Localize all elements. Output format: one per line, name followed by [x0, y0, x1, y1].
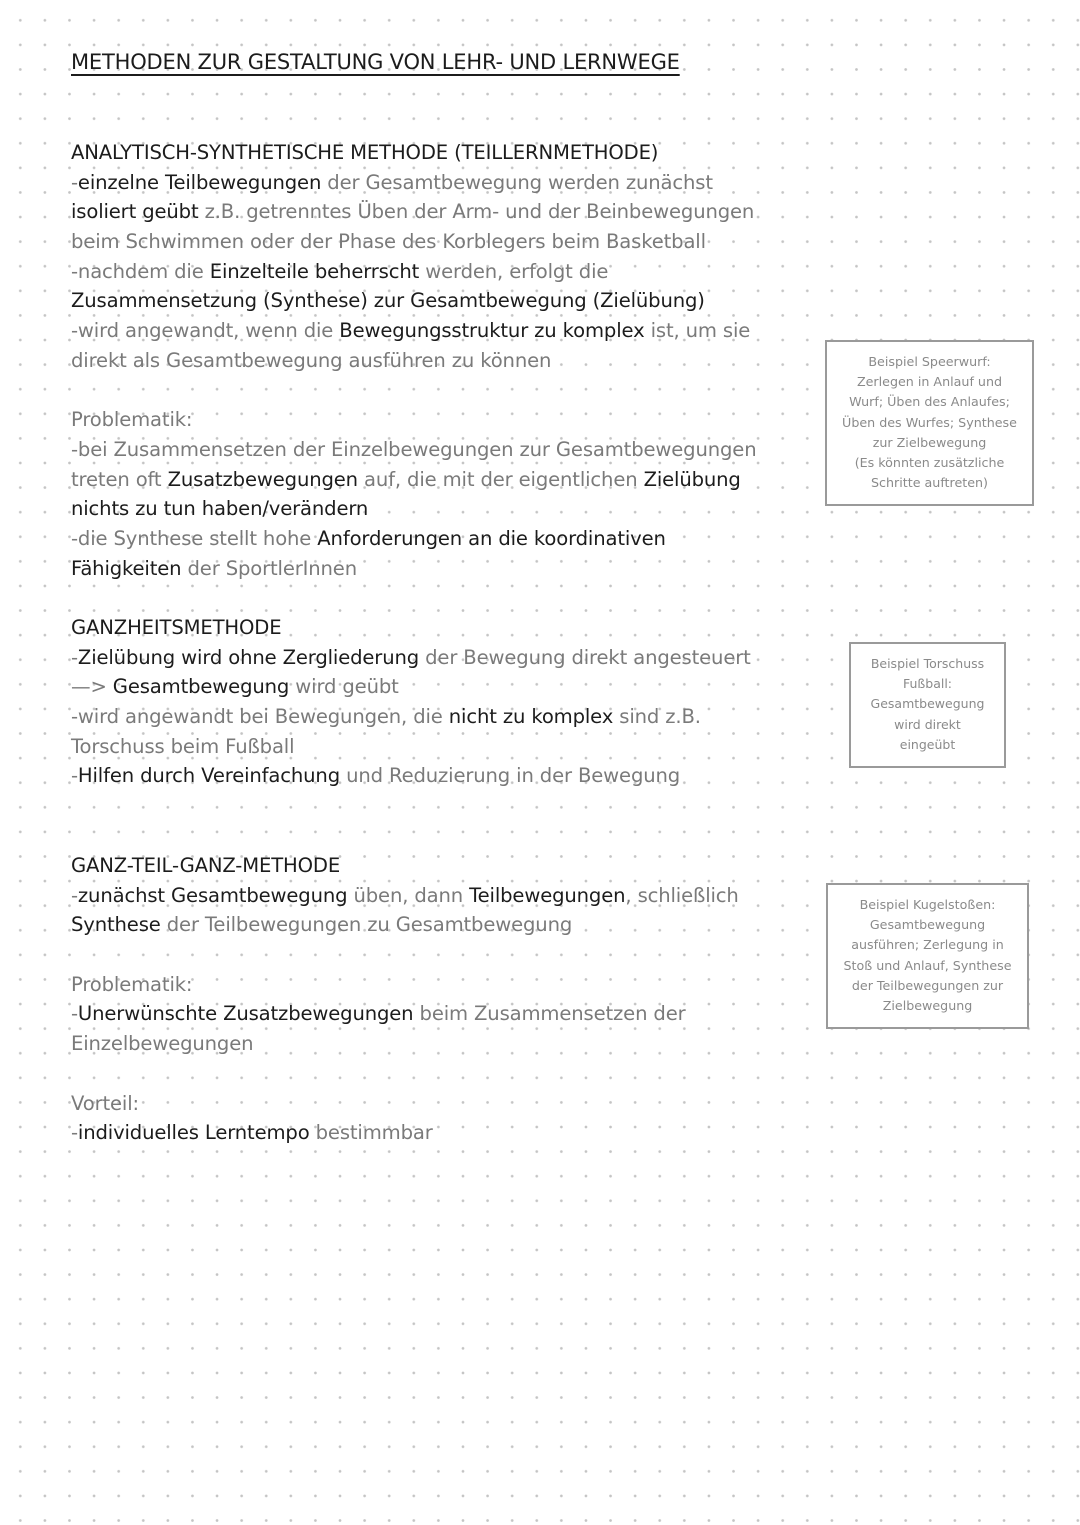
- note-line: Schritte auftreten): [870, 475, 988, 491]
- note-torschuss: [849, 642, 1006, 768]
- note-speerwurf: [825, 340, 1034, 506]
- text-line: Zusammensetzung (Synthese) zur Gesamtbewegung (Zielübung): [71, 289, 705, 313]
- note-line: Fußball:: [902, 676, 953, 692]
- note-line: Zerlegen in Anlauf und: [856, 374, 1003, 390]
- text-line: direkt als Gesamtbewegung ausführen zu können: [71, 348, 552, 372]
- note-line: (Es könnten zusätzliche: [854, 455, 1005, 471]
- section-ganzheitsmethode: [71, 613, 811, 791]
- text-line: -Unerwünschte Zusatzbewegungen beim Zusammensetzen der: [71, 1002, 686, 1026]
- note-line: zur Zielbewegung: [872, 434, 987, 450]
- text-line: beim Schwimmen oder der Phase des Korblegers beim Basketball: [71, 230, 706, 254]
- note-line: Stoß und Anlauf, Synthese: [843, 957, 1012, 973]
- text-line: -individuelles Lerntempo bestimmbar: [71, 1121, 433, 1145]
- section-ganz-teil-ganz: [71, 851, 811, 1148]
- note-line: Üben des Wurfes; Synthese: [842, 414, 1017, 430]
- text-line: Torschuss beim Fußball: [71, 734, 295, 758]
- note-line: wird direkt: [894, 716, 961, 732]
- text-line: isoliert geübt z.B. getrenntes Üben der Arm- und der Beinbewegungen: [71, 200, 755, 224]
- text-line: -die Synthese stellt hohe Anforderungen an die koordinativen: [71, 526, 666, 550]
- section-heading: GANZ-TEIL-GANZ-METHODE: [71, 854, 341, 877]
- section-heading: ANALYTISCH-SYNTHETISCHE METHODE (TEILLERNMETHODE): [71, 141, 659, 164]
- text-line: -Zielübung wird ohne Zergliederung der Bewegung direkt angesteuert: [71, 645, 751, 669]
- subheading-problematik: Problematik:: [71, 408, 193, 432]
- text-line: —> Gesamtbewegung wird geübt: [71, 675, 399, 699]
- subheading-vorteil: Vorteil:: [71, 1091, 139, 1115]
- text-line: -wird angewandt bei Bewegungen, die nicht zu komplex sind z.B.: [71, 705, 701, 729]
- note-line: Beispiel Speerwurf:: [868, 354, 991, 369]
- note-line: der Teilbewegungen zur: [851, 977, 1004, 993]
- note-line: ausführen; Zerlegung in: [851, 937, 1004, 953]
- note-line: Beispiel Torschuss: [870, 656, 985, 671]
- text-line: Synthese der Teilbewegungen zu Gesamtbewegung: [71, 913, 573, 937]
- text-line: Einzelbewegungen: [71, 1032, 254, 1056]
- note-line: eingeübt: [899, 736, 956, 752]
- note-kugelstossen: [826, 883, 1029, 1029]
- note-line: Gesamtbewegung: [869, 917, 986, 933]
- subheading-problematik: Problematik:: [71, 972, 193, 996]
- text-line: Fähigkeiten der SportlerInnen: [71, 556, 357, 580]
- text-line: -Hilfen durch Vereinfachung und Reduzierung in der Bewegung: [71, 764, 681, 788]
- text-line: -wird angewandt, wenn die Bewegungsstruktur zu komplex ist, um sie: [71, 319, 751, 343]
- section-analytisch-synthetisch: [71, 138, 811, 583]
- text-line: nichts zu tun haben/verändern: [71, 497, 369, 521]
- text-line: -einzelne Teilbewegungen der Gesamtbewegung werden zunächst: [71, 170, 713, 194]
- note-line: Zielbewegung: [882, 998, 973, 1014]
- text-line: treten oft Zusatzbewegungen auf, die mit der eigentlichen Zielübung: [71, 467, 741, 491]
- page-title: METHODEN ZUR GESTALTUNG VON LEHR- UND LERNWEGE: [71, 50, 680, 74]
- text-line: -nachdem die Einzelteile beherrscht werden, erfolgt die: [71, 259, 609, 283]
- text-line: -zunächst Gesamtbewegung üben, dann Teilbewegungen, schließlich: [71, 883, 739, 907]
- text-line: -bei Zusammensetzen der Einzelbewegungen zur Gesamtbewegungen: [71, 437, 757, 461]
- note-line: Wurf; Üben des Anlaufes;: [849, 394, 1010, 410]
- note-line: Beispiel Kugelstoßen:: [859, 897, 996, 912]
- note-line: Gesamtbewegung: [870, 696, 985, 712]
- section-heading: GANZHEITSMETHODE: [71, 616, 282, 639]
